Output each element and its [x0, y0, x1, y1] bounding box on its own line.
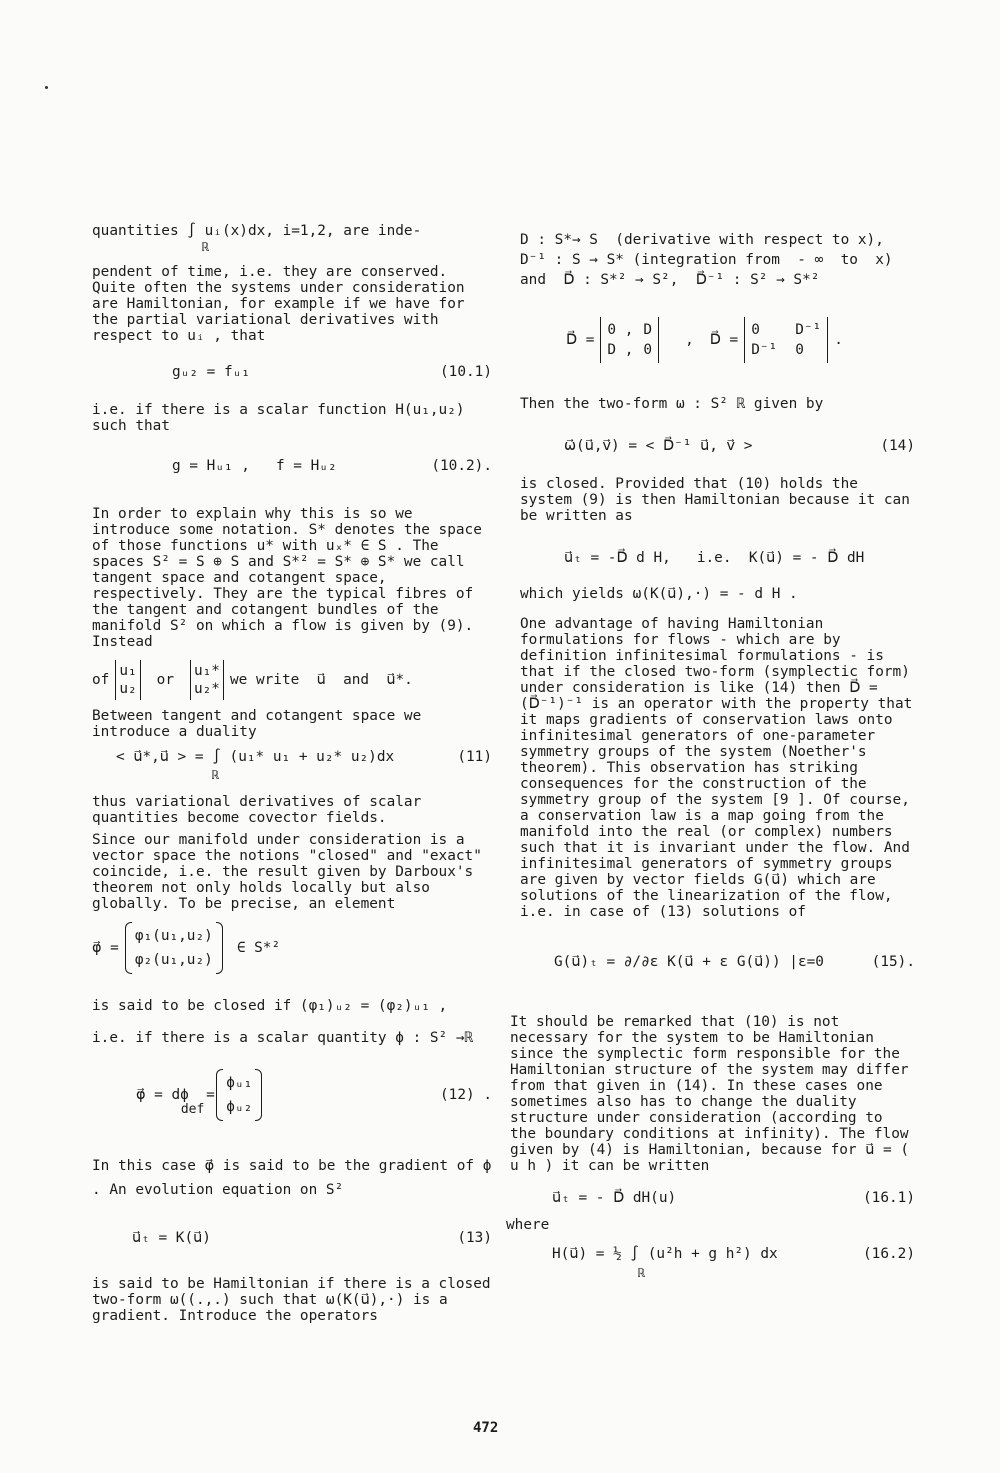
phi-lhs: φ⃗ = — [92, 939, 119, 956]
equation-number: (16.1) — [863, 1189, 915, 1206]
intro-line — [92, 222, 492, 240]
column-vector — [190, 660, 224, 700]
column-vector — [125, 922, 223, 974]
matrix-entry: 0 , — [607, 322, 634, 338]
matrix-separator: , — [685, 331, 694, 348]
intro-text: quantities ∫ uᵢ(x)dx, i=1,2, are inde- — [92, 222, 422, 239]
vector-notation-line — [92, 656, 492, 704]
duality-integral-domain: ℝ — [212, 768, 220, 782]
paragraph: is said to be closed if (φ₁)ᵤ₂ = (φ₂)ᵤ₁ , — [92, 998, 448, 1014]
operator-vector-D: and D⃗ : S*² → S², D⃗⁻¹ : S² → S*² — [520, 272, 820, 288]
equation-body: g = Hᵤ₁ , f = Hᵤ₂ — [172, 457, 337, 474]
equation-number: (15). — [871, 953, 915, 970]
operator-matrices — [520, 298, 915, 382]
matrix-entry: 0 — [795, 342, 804, 358]
right-column — [506, 222, 915, 1280]
equation-10-1 — [92, 350, 492, 394]
where-label: where — [506, 1217, 550, 1233]
paragraph: Then the two-form ω : S² ℝ given by — [520, 396, 824, 412]
vector-entry: ϕᵤ₂ — [226, 1099, 253, 1115]
paragraph: thus variational derivatives of scalar quantities become covector fields. — [92, 794, 422, 826]
paragraph: It should be remarked that (10) is not necessary for the system to be Hamiltonian since the symplectic form responsible for the Hamiltonian structure of the system may differ from that given in (14). In these cases one sometimes also has to change the duality structure under consideration (according to the boundary conditions at infinity). The flow given by (4) is Hamiltonian, because for u⃗ = ( u h ) it can be written — [510, 1014, 909, 1174]
equation-number: (10.2). — [431, 457, 492, 474]
equation-number: (11) — [457, 748, 492, 765]
matrix-entry: 0 — [751, 322, 760, 338]
paragraph: One advantage of having Hamiltonian formulations for flows - which are by definition infinitesimal formulations - is that if the closed two-form (symplectic form) under consideration is like (14) then D⃗ = (D⃗⁻¹)⁻¹ is an operator with the property that it maps gradients of conservation laws onto infinitesimal generators of one-parameter symmetry groups of the system (Noether's theorem). This observation has striking consequences for the construction of the symmetry group of the system [9 ]. Of course, a conservation law is a map going from the manifold into the real (or complex) numbers such that it is invariant under the flow. And infinitesimal generators of symmetry groups are given by vector fields G(u⃗) which are solutions of the linearization of the flow, i.e. in case of (13) solutions of — [520, 616, 913, 920]
paragraph: Between tangent and cotangent space we introduce a duality — [92, 708, 422, 740]
equation-16-2 — [520, 1242, 915, 1266]
equation-body: H(u⃗) = ½ ∫ (u²h + g h²) dx — [552, 1245, 778, 1262]
matrix-entry: D , — [607, 342, 634, 358]
matrix-lhs: D⃗ = — [709, 331, 739, 348]
equation-body: < u⃗*,u⃗ > = ∫ (u₁* u₁ + u₂* u₂)dx — [116, 748, 395, 765]
phi-rhs: ∈ S*² — [236, 939, 281, 956]
equation-body: ω⃗(u⃗,v⃗) = < D⃗⁻¹ u⃗, v⃗ > — [564, 437, 753, 454]
matrix-lhs: D⃗ = — [566, 331, 595, 348]
paragraph: which yields ω(K(u⃗),·) = - d H . — [520, 586, 798, 602]
matrix-entry: D⁻¹ — [795, 322, 822, 338]
vector-entry: u₁ — [119, 663, 137, 679]
equation-body: G(u⃗)ₜ = ∂/∂ε K(u⃗ + ε G(u⃗)) |ε=0 — [554, 953, 824, 970]
or-word: or — [156, 671, 174, 688]
paragraph: is said to be Hamiltonian if there is a closed two-form ω((.,.) such that ω(K(u⃗),·) is a gradient. Introduce the operators — [92, 1276, 491, 1324]
scan-speck — [45, 86, 48, 89]
matrix-entry: D — [643, 322, 653, 338]
notation-tail: we write u⃗ and u⃗*. — [229, 671, 413, 688]
column-vector — [216, 1069, 262, 1121]
paragraph: In order to explain why this is so we introduce some notation. S* denotes the space of those functions u* with uₓ* ∈ S . The spaces S² = S ⊕ S and S*² = S* ⊕ S* we call tangent space and cotangent space, respectively. They are the typical fibres of the tangent and cotangent bundles of the manifold S² on which a flow is given by (9). Instead — [92, 506, 482, 650]
matrix — [744, 317, 828, 363]
equation-15 — [520, 934, 915, 990]
equation-14 — [520, 422, 915, 470]
matrix-entry: D⁻¹ — [751, 342, 778, 358]
phi-element — [92, 918, 492, 978]
intro-integral-domain: ℝ — [202, 240, 210, 254]
equation-body: u⃗ₜ = -D⃗ d H, i.e. K(u⃗) = - D⃗ dH — [564, 549, 865, 566]
paragraph: i.e. if there is a scalar quantity ϕ : S² →ℝ — [92, 1030, 474, 1046]
paragraph: pendent of time, i.e. they are conserved. Quite often the systems under consideration are Hamiltonian, for example if we have for the partial variational derivatives with respect to uᵢ , that — [92, 264, 465, 344]
equation-body: u⃗ₜ = K(u⃗) — [132, 1229, 211, 1246]
equation-number: (13) — [457, 1229, 492, 1246]
vector-entry: ϕᵤ₁ — [226, 1075, 253, 1091]
paragraph: is closed. Provided that (10) holds the system (9) is then Hamiltonian because it can be written as — [520, 476, 910, 524]
matrix-entry: 0 — [643, 342, 653, 358]
equation-number: (10.1) — [440, 363, 492, 380]
vector-entry: u₂ — [119, 681, 137, 697]
vector-entry: φ₂(u₁,u₂) — [134, 952, 213, 968]
paragraph: i.e. if there is a scalar function H(u₁,u₂) such that — [92, 402, 465, 434]
vector-entry: φ₁(u₁,u₂) — [134, 928, 213, 944]
equation-13 — [92, 1210, 492, 1266]
operator-D-inverse: D⁻¹ : S → S* (integration from - ∞ to x) — [520, 252, 893, 268]
equation-body: u⃗ₜ = - D⃗ dH(u) — [552, 1189, 677, 1206]
matrix — [600, 317, 659, 363]
matrix-end: . — [834, 331, 843, 348]
equation-16-1 — [520, 1180, 915, 1216]
paragraph: Since our manifold under consideration is a vector space the notions "closed" and "exact" coincide, i.e. the result given by Darboux's theorem not only holds locally but also globally. To be precise, an element — [92, 832, 482, 912]
equation-lhs: φ⃗ = dϕ = — [136, 1086, 215, 1103]
equation-number: (16.2) — [863, 1245, 915, 1262]
paragraph: In this case φ⃗ is said to be the gradient of ϕ . An evolution equation on S² — [92, 1158, 492, 1198]
equation-11 — [92, 746, 492, 768]
vector-entry: u₂* — [193, 681, 220, 697]
equation-body: gᵤ₂ = fᵤ₁ — [172, 363, 250, 380]
of-word: of — [92, 671, 110, 688]
column-vector — [115, 660, 140, 700]
equation-number: (14) — [880, 437, 915, 454]
equation-10-2 — [92, 440, 492, 492]
left-column — [92, 222, 492, 1330]
operator-D: D : S*→ S (derivative with respect to x), — [520, 232, 884, 248]
equation-12 — [92, 1060, 492, 1130]
hamiltonian-flow-equation — [520, 530, 915, 586]
page-number: 472 — [473, 1420, 499, 1436]
def-label: def — [180, 1101, 205, 1117]
vector-entry: u₁* — [193, 663, 220, 679]
equation-number: (12) . — [440, 1086, 492, 1103]
hamiltonian-integral-domain: ℝ — [638, 1266, 646, 1280]
